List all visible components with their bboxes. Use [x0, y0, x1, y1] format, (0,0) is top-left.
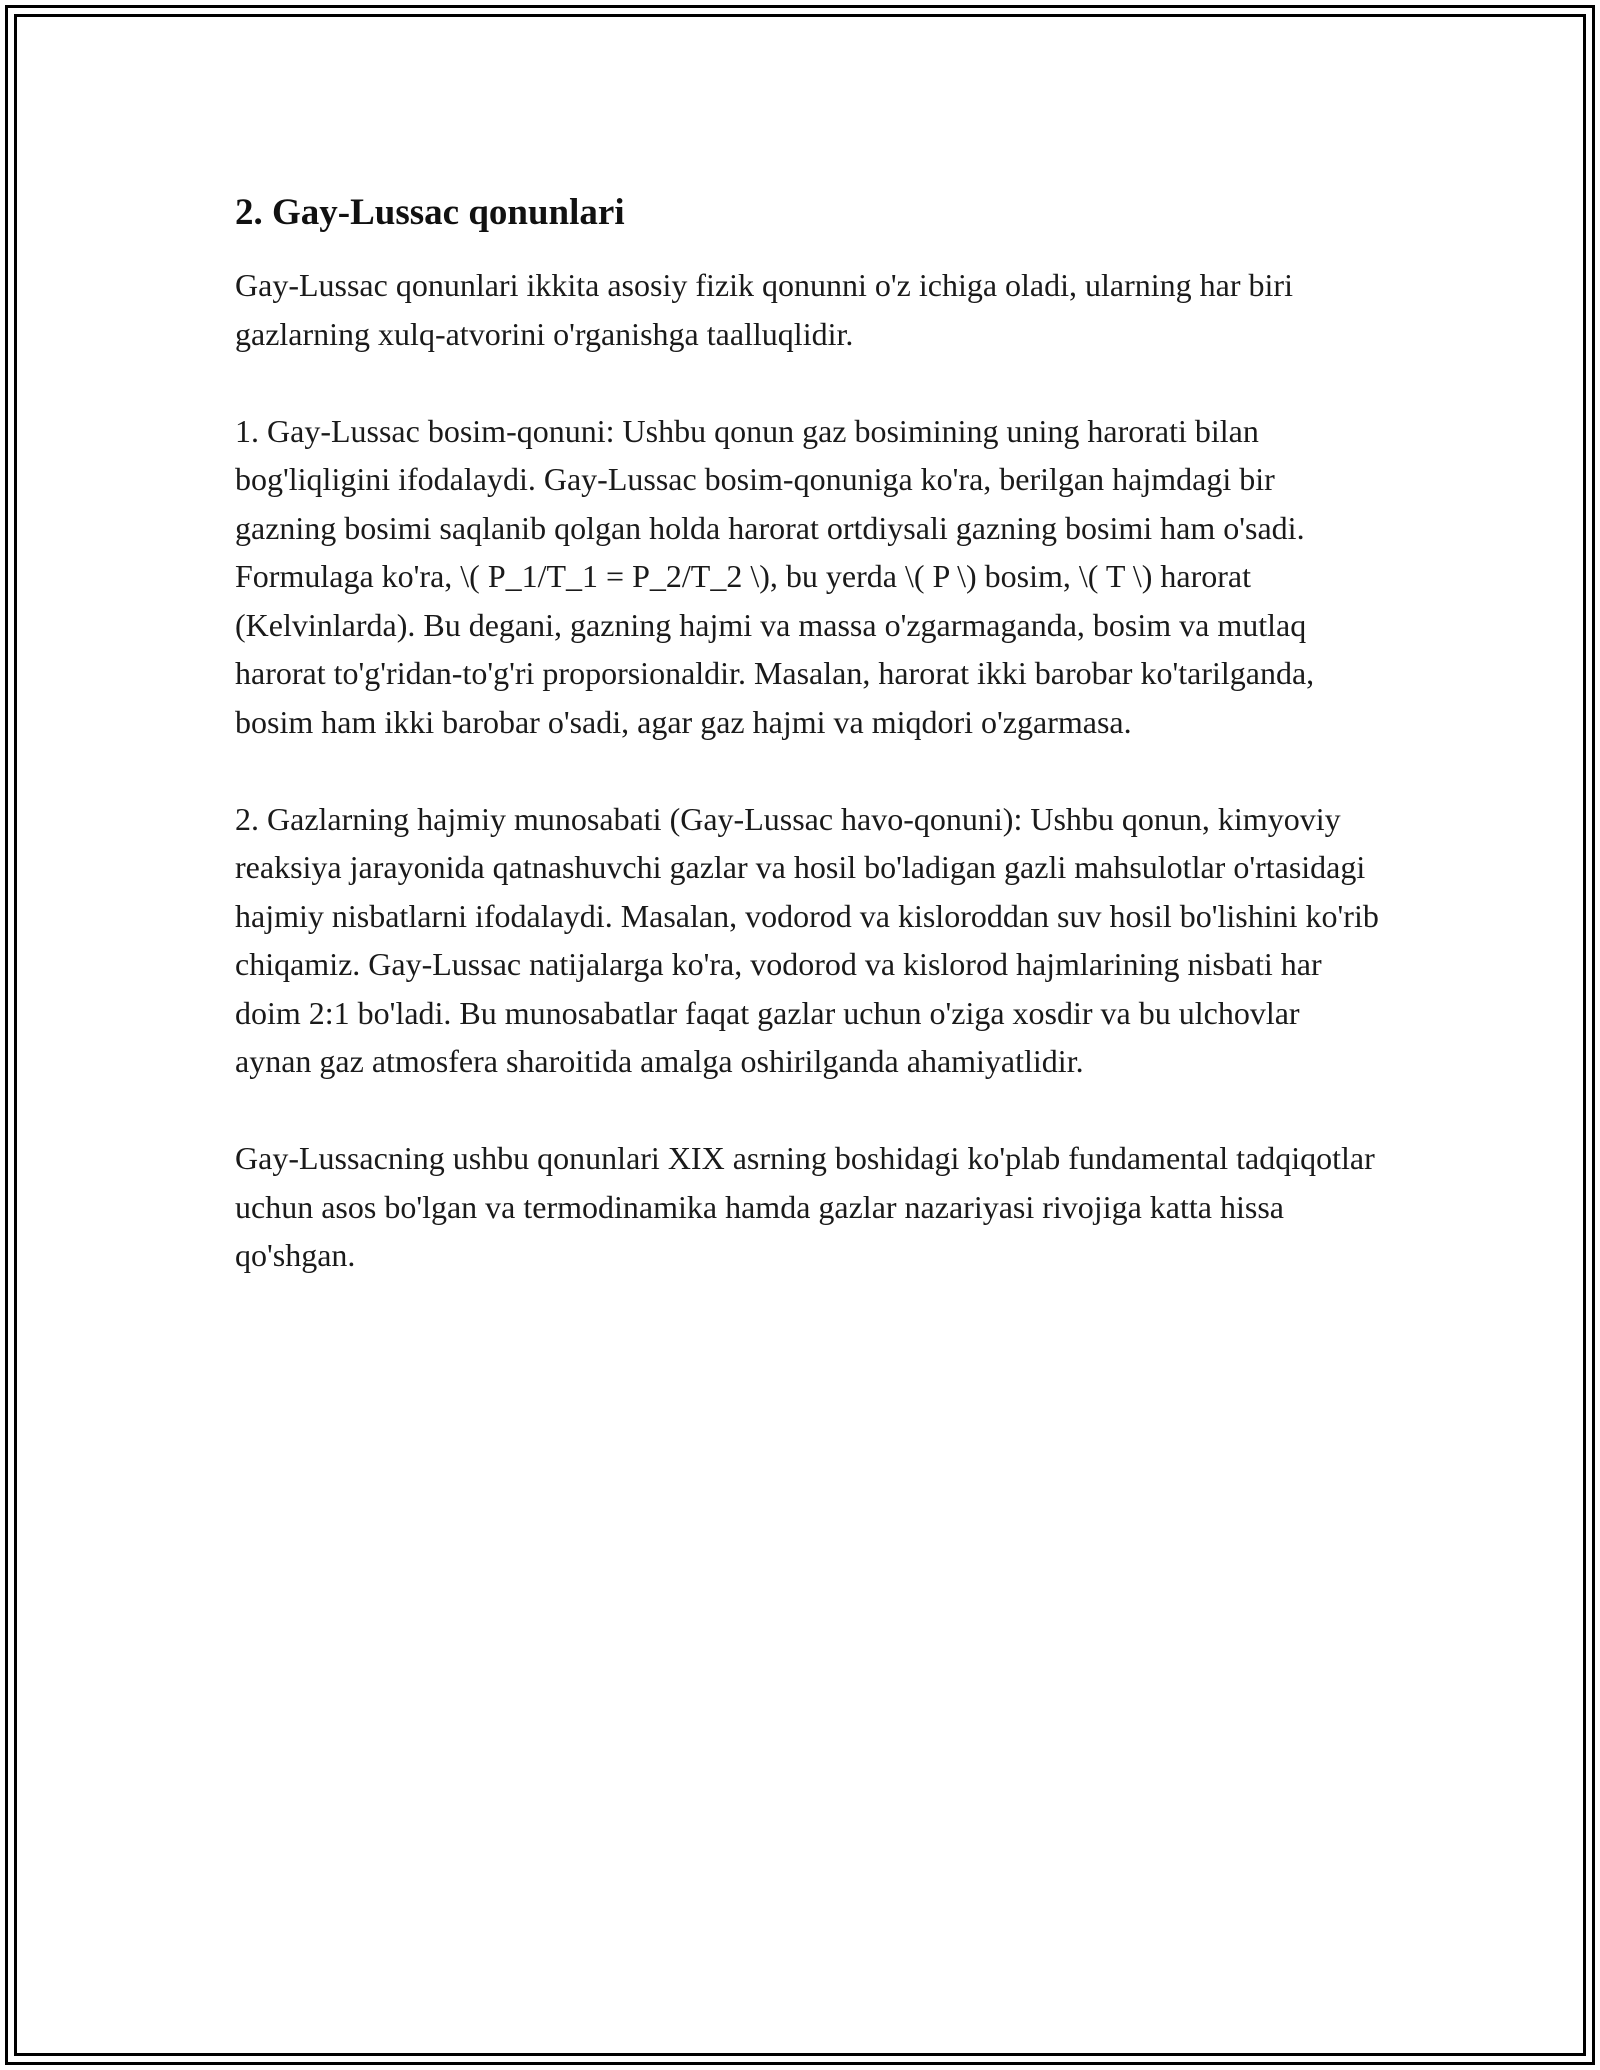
document-body — [235, 185, 1380, 1280]
intro-paragraph: Gay-Lussac qonunlari ikkita asosiy fizik qonunni o'z ichiga oladi, ularning har biri gazlarning xulq-atvorini o'rganishga taalluqlidir. — [235, 267, 1293, 352]
section-title: 2. Gay-Lussac qonunlari — [235, 192, 625, 233]
pressure-law-paragraph: 1. Gay-Lussac bosim-qonuni: Ushbu qonun gaz bosimining uning harorati bilan bog'liqligini ifodalaydi. Gay-Lussac bosim-qonuniga ko'ra, berilgan hajmdagi bir gazning bosimi saqlanib qolgan holda harorat ortdiysali gazning bosimi ham o'sadi. Formulaga ko'ra, \( P_1/T_1 = P_2/T_2 \), bu yerda \( P \) bosim, \( T \) harorat (Kelvinlarda). Bu degani, gazning hajmi va massa o'zgarmaganda, bosim va mutlaq harorat to'g'ridan-to'g'ri proporsionaldir. Masalan, harorat ikki barobar ko'tarilganda, bosim ham ikki barobar o'sadi, agar gaz hajmi va miqdori o'zgarmasa. — [235, 412, 1315, 740]
volume-law-paragraph: 2. Gazlarning hajmiy munosabati (Gay-Lussac havo-qonuni): Ushbu qonun, kimyoviy reaksiya jarayonida qatnashuvchi gazlar va hosil bo'ladigan gazli mahsulotlar o'rtasidagi hajmiy nisbatlarni ifodalaydi. Masalan, vodorod va kisloroddan suv hosil bo'lishini ko'rib chiqamiz. Gay-Lussac natijalarga ko'ra, vodorod va kislorod hajmlarining nisbati har doim 2:1 bo'ladi. Bu munosabatlar faqat gazlar uchun o'ziga xosdir va bu ulchovlar aynan gaz atmosfera sharoitida amalga oshirilganda ahamiyatlidir. — [235, 800, 1379, 1079]
conclusion-paragraph: Gay-Lussacning ushbu qonunlari XIX asrning boshidagi ko'plab fundamental tadqiqotlar uchun asos bo'lgan va termodinamika hamda gazlar nazariyasi rivojiga katta hissa qo'shgan. — [235, 1140, 1375, 1273]
